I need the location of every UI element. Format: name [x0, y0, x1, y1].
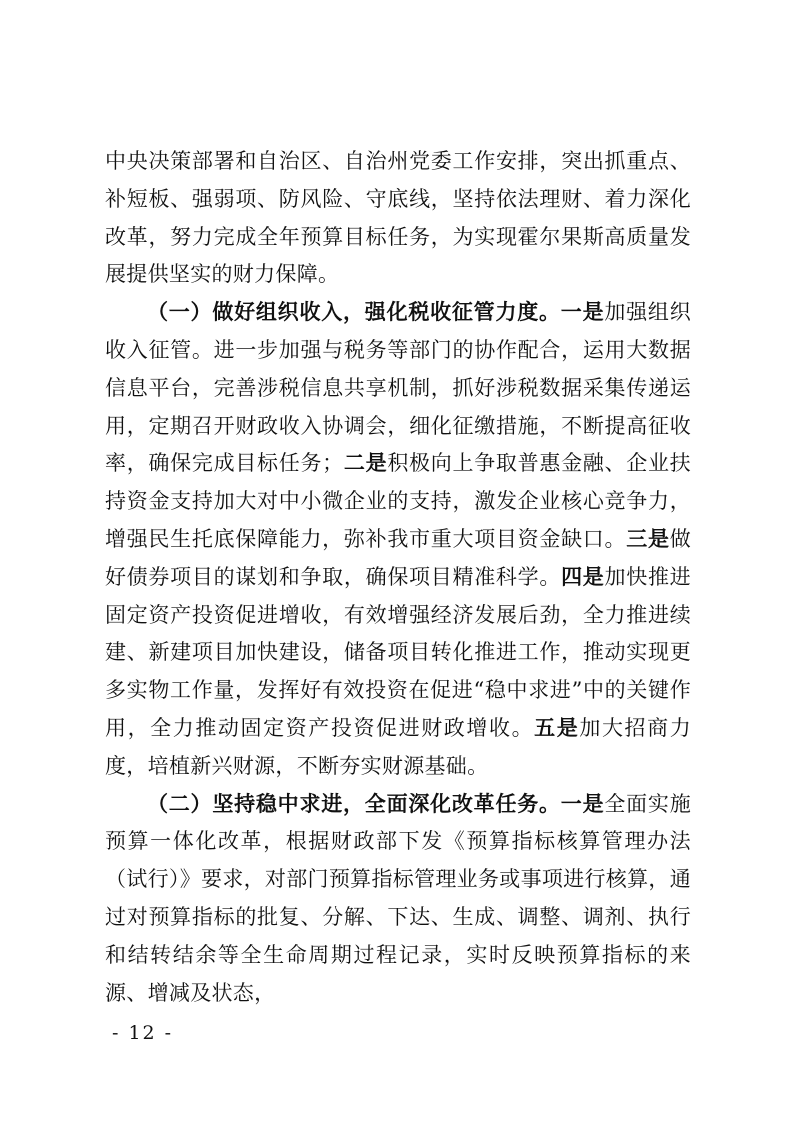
paragraph: [105, 294, 691, 785]
document-body: [105, 143, 691, 1012]
bold-marker: 五是: [534, 715, 580, 740]
paragraph: [105, 143, 691, 294]
body-text: 做好债券项目的谋划和争取，确保项目精准科学。: [105, 526, 691, 589]
body-text: 积极向上争取普惠金融、企业扶持资金支持加大对中小微企业的支持，激发企业核心竞争力，增强民生托底保障能力，弥补我市重大项目资金缺口。: [105, 451, 691, 551]
paragraph: [105, 786, 691, 1013]
body-text: 加快推进固定资产投资促进增收，有效增强经济发展后劲，全力推进续建、新建项目加快建设，储备项目转化推进工作，推动实现更多实物工作量，发挥好有效投资在促进“稳中求进”中的关键作用，全力推动固定资产投资促进财政增收。: [105, 564, 691, 740]
bold-marker: 二是: [343, 451, 388, 476]
body-text: 加强组织收入征管。进一步加强与税务等部门的协作配合，运用大数据信息平台，完善涉税信息共享机制，抓好涉税数据采集传递运用，定期召开财政收入协调会，细化征缴措施，不断提高征收率，确保完成目标任务；: [105, 300, 691, 476]
bold-marker: 四是: [561, 564, 605, 589]
page-number: - 12 -: [112, 1022, 174, 1044]
bold-marker: 三是: [626, 526, 670, 551]
section-heading: （一）做好组织收入，强化税收征管力度。一是: [147, 300, 605, 325]
body-text: 加大招商力度，培植新兴财源，不断夯实财源基础。: [105, 715, 692, 778]
body-text: 全面实施预算一体化改革，根据财政部下发《预算指标核算管理办法（试行）》要求，对部门预算指标管理业务或事项进行核算，通过对预算指标的批复、分解、下达、生成、调整、调剂、执行和结转结余等全生命周期过程记录，实时反映预算指标的来源、增减及状态，: [105, 791, 691, 1005]
section-heading: （二）坚持稳中求进，全面深化改革任务。一是: [147, 791, 605, 816]
body-text: 中央决策部署和自治区、自治州党委工作安排，突出抓重点、补短板、强弱项、防风险、守底线，坚持依法理财、着力深化改革，努力完成全年预算目标任务，为实现霍尔果斯高质量发展提供坚实的财力保障。: [105, 149, 691, 287]
